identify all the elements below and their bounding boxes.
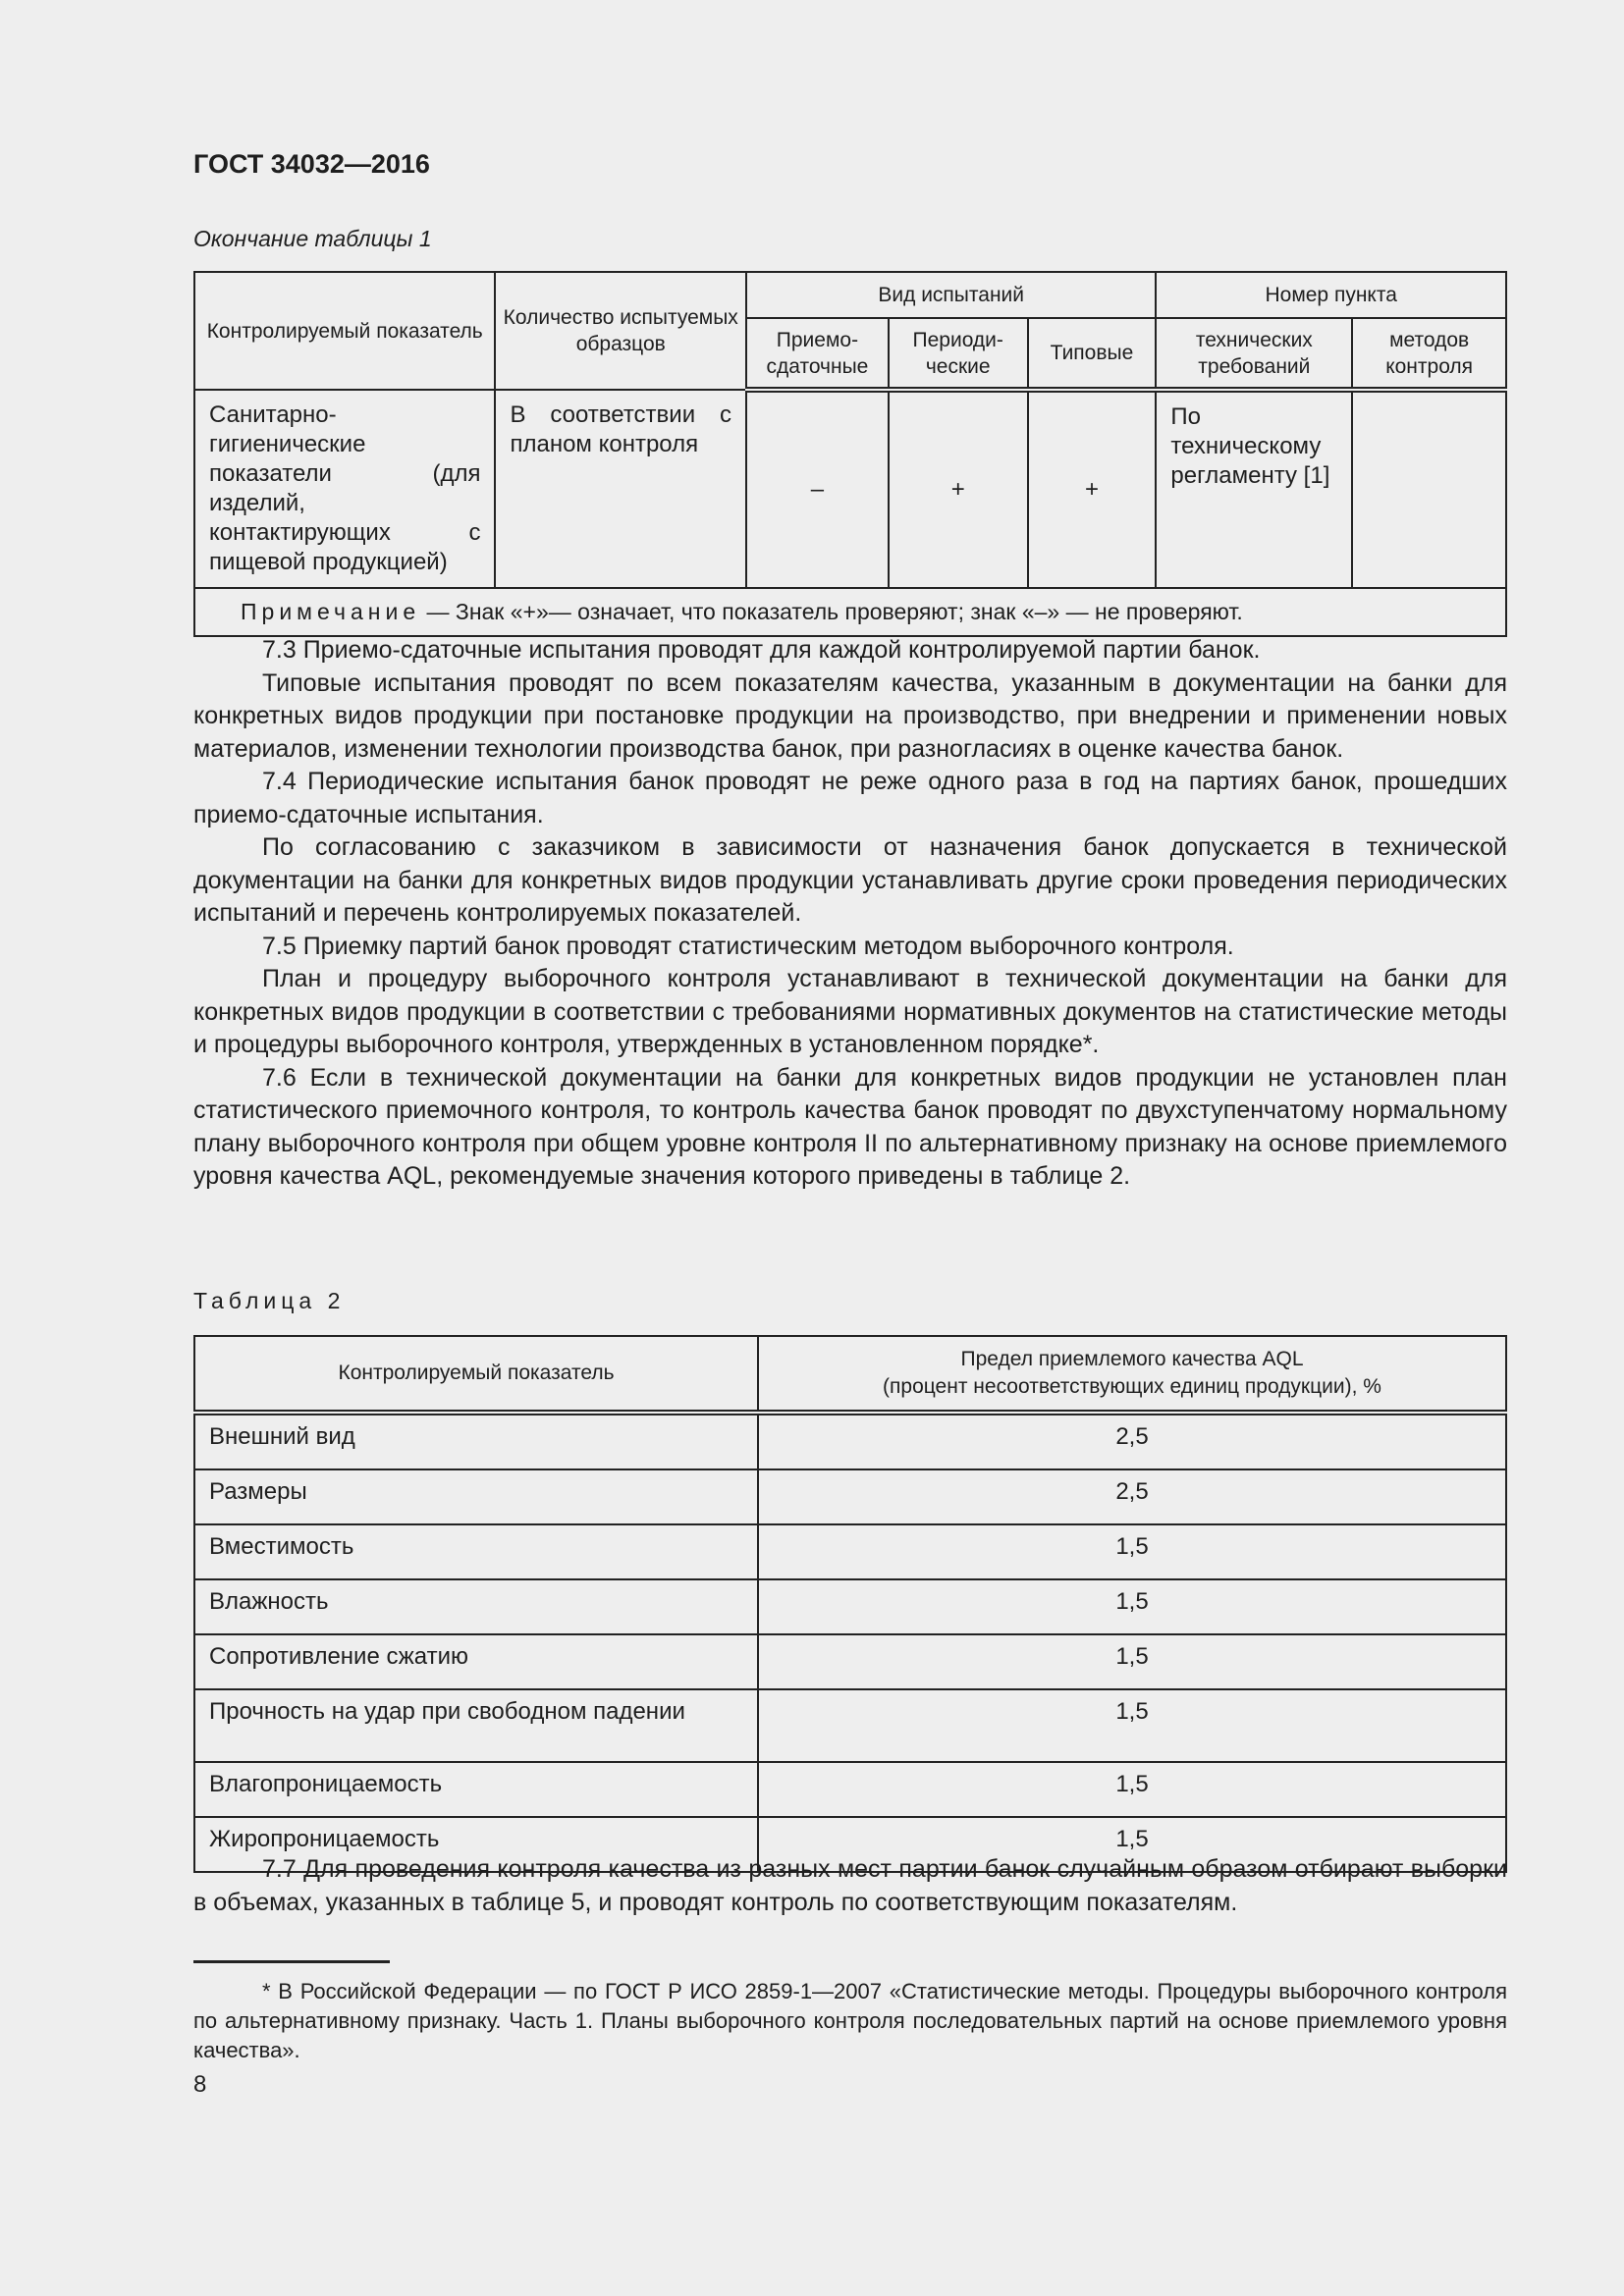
paragraph-7-7: 7.7 Для проведения контроля качества из разных мест партии банок случайным образом отбирают выборки в объемах, указанных в таблице 5, и проводят контроль по соответствующим показателям. <box>193 1855 1507 1916</box>
cell-indicator: Влажность <box>194 1579 758 1634</box>
header-methods: методов контроля <box>1352 318 1506 390</box>
cell-indicator: Жиропроницаемость <box>194 1817 758 1872</box>
header-count: Количество испытуемых образцов <box>495 272 746 390</box>
cell-type: + <box>1028 390 1157 588</box>
cell-tech-req: По техническому регламенту [1] <box>1156 390 1352 588</box>
cell-value: 1,5 <box>758 1579 1506 1634</box>
paragraph-7-3: 7.3 Приемо-сдаточные испытания проводят для каждой контролируемой партии банок. <box>262 636 1261 664</box>
cell-value: 1,5 <box>758 1634 1506 1689</box>
cell-value: 2,5 <box>758 1413 1506 1469</box>
paragraph-7-5: 7.5 Приемку партий банок проводят статистическим методом выборочного контроля. <box>262 932 1234 960</box>
body-text <box>193 634 1507 1194</box>
table2 <box>193 1335 1507 1873</box>
header-clause: Номер пункта <box>1156 272 1506 318</box>
paragraph-7-4: 7.4 Периодические испытания банок проводят не реже одного раза в год на партиях банок, прошедших приемо-сдаточные испытания. <box>193 768 1507 828</box>
cell-indicator: Внешний вид <box>194 1413 758 1469</box>
cell-indicator: Размеры <box>194 1469 758 1524</box>
page-number: 8 <box>193 2071 207 2098</box>
header-aql-line1: Предел приемлемого качества AQL <box>960 1348 1304 1370</box>
table-row <box>194 1689 1506 1762</box>
cell-value: 1,5 <box>758 1689 1506 1762</box>
paragraph: План и процедуру выборочного контроля устанавливают в технической документации на банки для конкретных видов продукции в соответствии с требованиями нормативных документов на статистические методы и процедуры выборочного контроля, утвержденных в установленном порядке*. <box>193 965 1507 1058</box>
cell-value: 1,5 <box>758 1524 1506 1579</box>
document-title: ГОСТ 34032—2016 <box>193 149 430 179</box>
header-type: Типовые <box>1028 318 1157 390</box>
cell-value: 2,5 <box>758 1469 1506 1524</box>
table1-caption: Окончание таблицы 1 <box>193 226 432 251</box>
cell-value: 1,5 <box>758 1817 1506 1872</box>
table-row <box>194 1634 1506 1689</box>
header-tech-req: технических требований <box>1156 318 1352 390</box>
table1-note <box>194 588 1506 636</box>
table1 <box>193 271 1507 637</box>
header-indicator: Контролируемый показатель <box>194 272 495 390</box>
cell-indicator: Влагопроницаемость <box>194 1762 758 1817</box>
note-text: — Знак «+»— означает, что показатель проверяют; знак «–» — не проверяют. <box>420 599 1243 624</box>
cell-acceptance: – <box>746 390 889 588</box>
cell-indicator: Сопротивление сжатию <box>194 1634 758 1689</box>
note-label: Примечание <box>241 599 421 624</box>
paragraph: Типовые испытания проводят по всем показателям качества, указанным в документации на банки для конкретных видов продукции при постановке продукции на производство, при внедрении и применении новых материалов, изменении технологии производства банок, при разногласиях в оценке качества банок. <box>193 668 1507 763</box>
table-row <box>194 1579 1506 1634</box>
cell-indicator: Санитарно-гигиенические показатели (для изделий, контактирующих с пищевой продукцией) <box>194 390 495 588</box>
cell-indicator: Прочность на удар при свободном падении <box>194 1689 758 1762</box>
header-aql <box>758 1336 1506 1413</box>
header-indicator: Контролируемый показатель <box>194 1336 758 1413</box>
footnote: * В Российской Федерации — по ГОСТ Р ИСО 2859-1—2007 «Статистические методы. Процедуры выборочного контроля по альтернативному признаку. Часть 1. Планы выборочного контроля последовательных партий на основе приемлемого уровня качества». <box>193 1979 1507 2062</box>
table-row <box>194 1762 1506 1817</box>
cell-methods <box>1352 390 1506 588</box>
header-acceptance: Приемо-сдаточные <box>746 318 889 390</box>
header-periodic: Периоди-ческие <box>889 318 1028 390</box>
table2-caption: Таблица 2 <box>193 1288 346 1313</box>
cell-periodic: + <box>889 390 1028 588</box>
cell-value: 1,5 <box>758 1762 1506 1817</box>
cell-count: В соответствии с планом контроля <box>495 390 746 588</box>
header-aql-line2: (процент несоответствующих единиц продукции), % <box>883 1375 1381 1398</box>
table-row <box>194 1413 1506 1469</box>
footnote-divider <box>193 1960 390 1963</box>
table-row <box>194 1524 1506 1579</box>
header-test-type: Вид испытаний <box>746 272 1156 318</box>
paragraph: По согласованию с заказчиком в зависимости от назначения банок допускается в технической документации на банки для конкретных видов продукции устанавливать другие сроки проведения периодических испытаний и перечень контролируемых показателей. <box>193 833 1507 927</box>
paragraph-7-6: 7.6 Если в технической документации на банки для конкретных видов продукции не установлен план статистического приемочного контроля, то контроль качества банок проводят по двухступенчатому нормальному плану выборочного контроля при общем уровне контроля II по альтернативному признаку на основе приемлемого уровня качества AQL, рекомендуемые значения которого приведены в таблице 2. <box>193 1063 1507 1190</box>
table-row <box>194 1469 1506 1524</box>
cell-indicator: Вместимость <box>194 1524 758 1579</box>
